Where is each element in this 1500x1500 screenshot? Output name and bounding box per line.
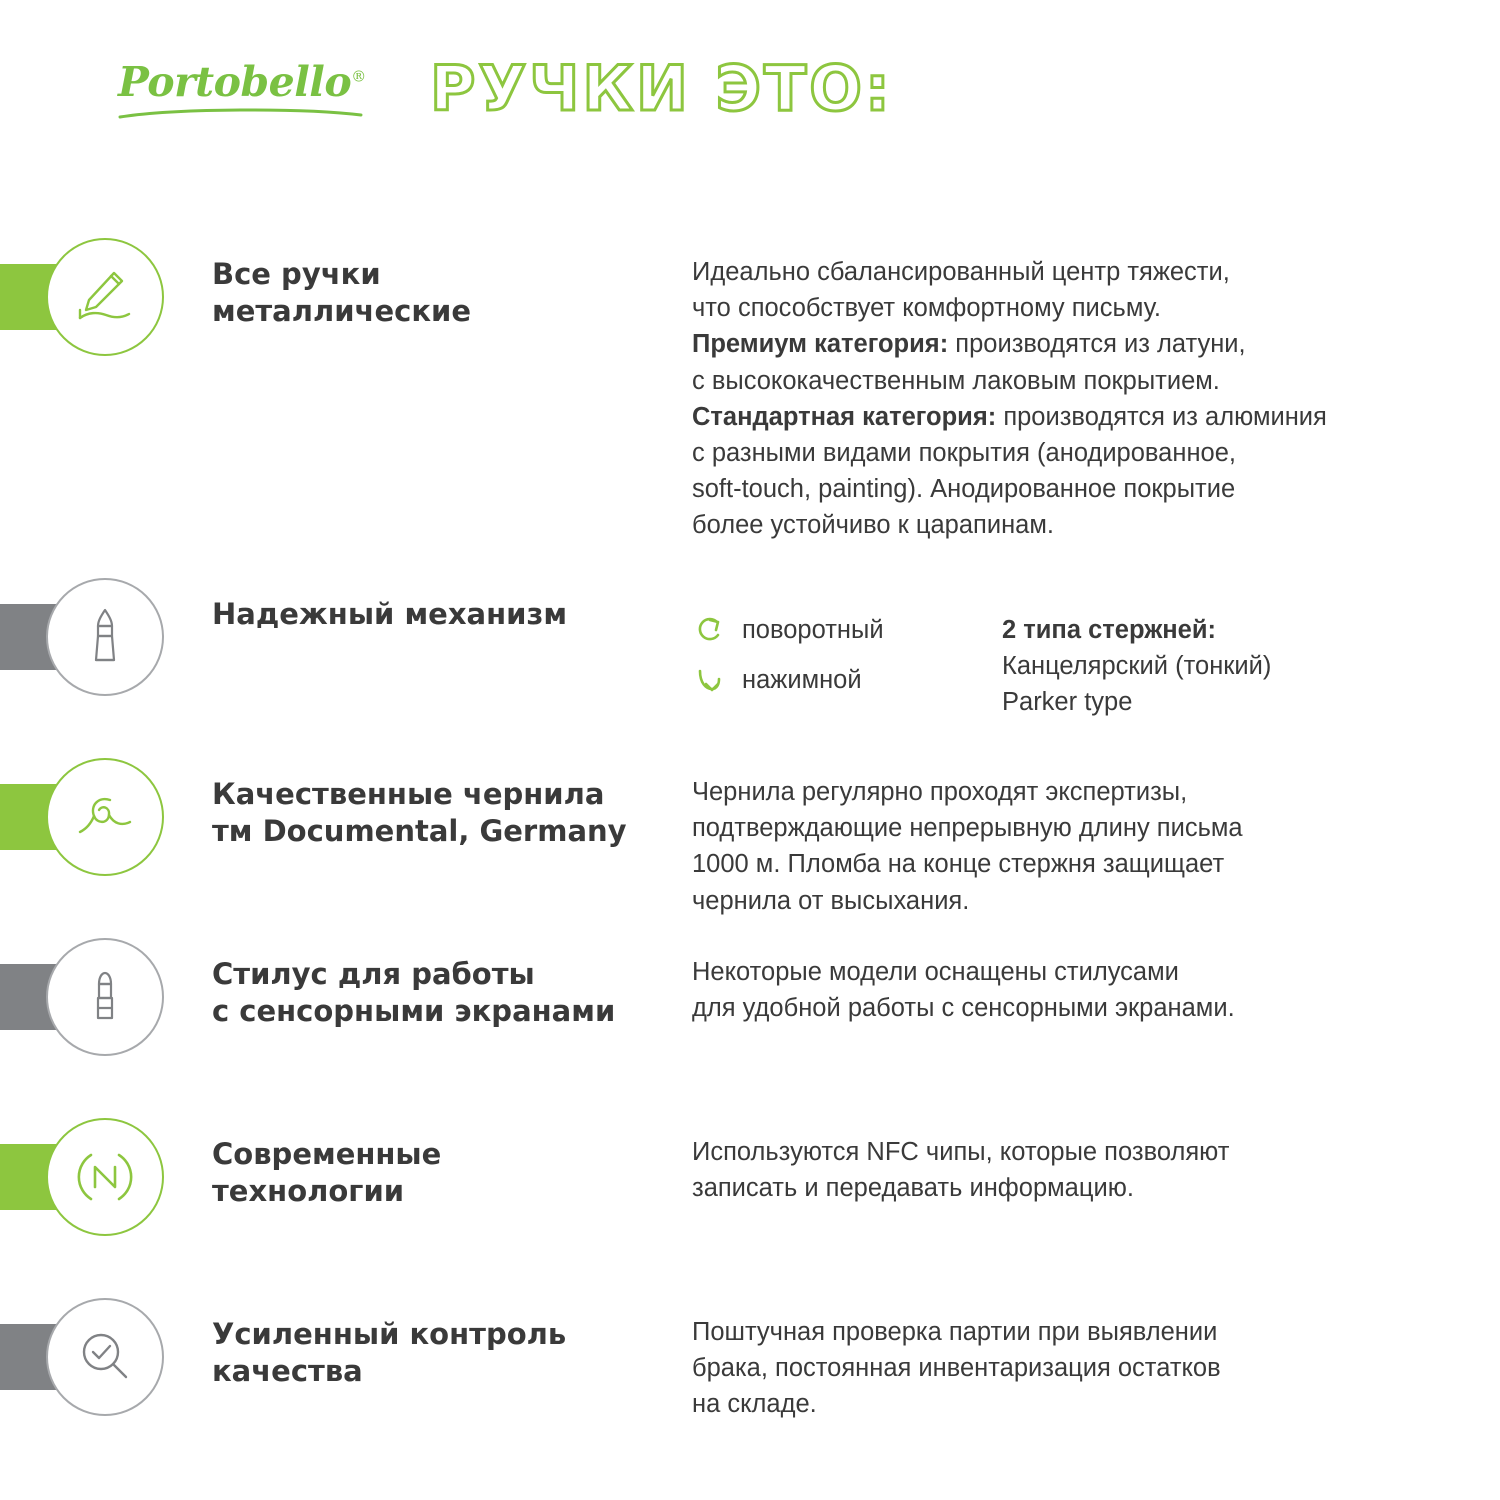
heading-line-2: металлические bbox=[212, 294, 471, 329]
icon-circle bbox=[46, 578, 164, 696]
icon-circle bbox=[46, 938, 164, 1056]
heading-line-1: Стилус для работы bbox=[212, 957, 535, 991]
body-emphasis: Премиум категория: bbox=[692, 330, 949, 359]
mechanism-columns bbox=[692, 594, 1460, 721]
heading-line-1: Качественные чернила bbox=[212, 777, 605, 811]
icon-circle bbox=[46, 1118, 164, 1236]
body-text: производятся из латуни, bbox=[948, 330, 1246, 359]
feature-body-ink bbox=[692, 758, 1500, 919]
registered-mark-icon: ® bbox=[351, 67, 366, 86]
mechanism-option-label: нажимной bbox=[742, 666, 862, 695]
body-line bbox=[692, 326, 1460, 362]
logo-text bbox=[118, 58, 378, 106]
click-arrow-icon bbox=[692, 663, 726, 697]
hand-writing-pen-icon bbox=[68, 260, 142, 334]
mechanism-option-click bbox=[692, 662, 1002, 698]
body-line: Некоторые модели оснащены стилусами bbox=[692, 958, 1179, 986]
heading-line-1: Усиленный контроль bbox=[212, 1317, 567, 1351]
feature-heading-ink bbox=[200, 758, 692, 850]
body-line: что способствует комфортному письму. bbox=[692, 294, 1161, 323]
heading-line-2: технологии bbox=[212, 1174, 405, 1209]
body-line: Поштучная проверка партии при выявлении bbox=[692, 1318, 1218, 1346]
body-emphasis: Стандартная категория: bbox=[692, 402, 997, 431]
mechanism-option-label: поворотный bbox=[742, 616, 884, 644]
feature-row-nfc bbox=[0, 1118, 1500, 1298]
heading-line-1: Надежный механизм bbox=[212, 597, 568, 631]
twist-arrow-icon bbox=[692, 613, 726, 647]
feature-list bbox=[0, 190, 1500, 1478]
body-line: более устойчиво к царапинам. bbox=[692, 511, 1054, 540]
logo-wordmark: Portobello bbox=[118, 58, 352, 106]
body-line: с разными видами покрытия (анодированное, bbox=[692, 439, 1236, 468]
body-line: для удобной работы с сенсорными экранами. bbox=[692, 994, 1235, 1023]
refill-item: Канцелярский (тонкий) bbox=[1002, 652, 1272, 681]
badge-quality bbox=[0, 1298, 200, 1416]
pen-tip-icon bbox=[70, 602, 140, 672]
icon-circle bbox=[46, 1298, 164, 1416]
body-line: с высококачественным лаковым покрытием. bbox=[692, 366, 1220, 395]
body-line: Идеально сбалансированный центр тяжести, bbox=[692, 258, 1230, 286]
body-line: Используются NFC чипы, которые позволяют bbox=[692, 1138, 1230, 1166]
feature-heading-metal bbox=[200, 238, 692, 330]
feature-row-metal bbox=[0, 238, 1500, 578]
feature-row-ink bbox=[0, 758, 1500, 938]
magnifier-check-icon bbox=[69, 1321, 141, 1393]
feature-heading-stylus bbox=[200, 938, 692, 1030]
icon-circle bbox=[46, 758, 164, 876]
body-line: чернила от высыхания. bbox=[692, 886, 970, 915]
ink-scribble-icon bbox=[68, 780, 142, 854]
refill-item: Parker type bbox=[1002, 688, 1133, 717]
feature-body-nfc bbox=[692, 1118, 1500, 1206]
badge-mechanism bbox=[0, 578, 200, 696]
badge-stylus bbox=[0, 938, 200, 1056]
feature-body-mechanism bbox=[692, 578, 1500, 721]
icon-circle bbox=[46, 238, 164, 356]
heading-line-1: Все ручки bbox=[212, 257, 381, 291]
feature-body-stylus bbox=[692, 938, 1500, 1026]
feature-row-stylus bbox=[0, 938, 1500, 1118]
feature-body-quality bbox=[692, 1298, 1500, 1423]
nfc-icon bbox=[69, 1141, 141, 1213]
brand-logo bbox=[118, 58, 378, 126]
body-text: производятся из алюминия bbox=[996, 402, 1327, 431]
badge-ink bbox=[0, 758, 200, 876]
body-line: Чернила регулярно проходят экспертизы, bbox=[692, 778, 1188, 806]
body-line: подтверждающие непрерывную длину письма bbox=[692, 814, 1243, 843]
body-line: soft-touch, painting). Анодированное покрытие bbox=[692, 475, 1236, 504]
feature-heading-mechanism bbox=[200, 578, 692, 633]
page-header bbox=[0, 0, 1500, 190]
heading-line-2: с сенсорными экранами bbox=[212, 994, 616, 1029]
feature-row-quality bbox=[0, 1298, 1500, 1478]
refill-title: 2 типа стержней: bbox=[1002, 616, 1217, 644]
feature-heading-quality bbox=[200, 1298, 692, 1390]
feature-body-metal bbox=[692, 238, 1500, 544]
heading-line-1: Современные bbox=[212, 1137, 442, 1171]
body-line bbox=[692, 399, 1460, 435]
mechanism-option-twist bbox=[692, 612, 1002, 648]
body-line: 1000 м. Пломба на конце стержня защищает bbox=[692, 850, 1225, 879]
body-line: записать и передавать информацию. bbox=[692, 1174, 1134, 1203]
heading-line-2: качества bbox=[212, 1354, 363, 1389]
page-title: РУЧКИ ЭТО: bbox=[430, 52, 893, 125]
heading-line-2: тм Documental, Germany bbox=[212, 814, 627, 849]
feature-row-mechanism bbox=[0, 578, 1500, 758]
mechanism-options bbox=[692, 612, 1002, 721]
refill-types bbox=[1002, 612, 1271, 721]
body-line: на складе. bbox=[692, 1390, 817, 1419]
stylus-icon bbox=[70, 962, 140, 1032]
body-line: брака, постоянная инвентаризация остатков bbox=[692, 1354, 1221, 1383]
badge-metal bbox=[0, 238, 200, 356]
badge-nfc bbox=[0, 1118, 200, 1236]
feature-heading-nfc bbox=[200, 1118, 692, 1210]
logo-swoosh-icon bbox=[118, 107, 363, 121]
